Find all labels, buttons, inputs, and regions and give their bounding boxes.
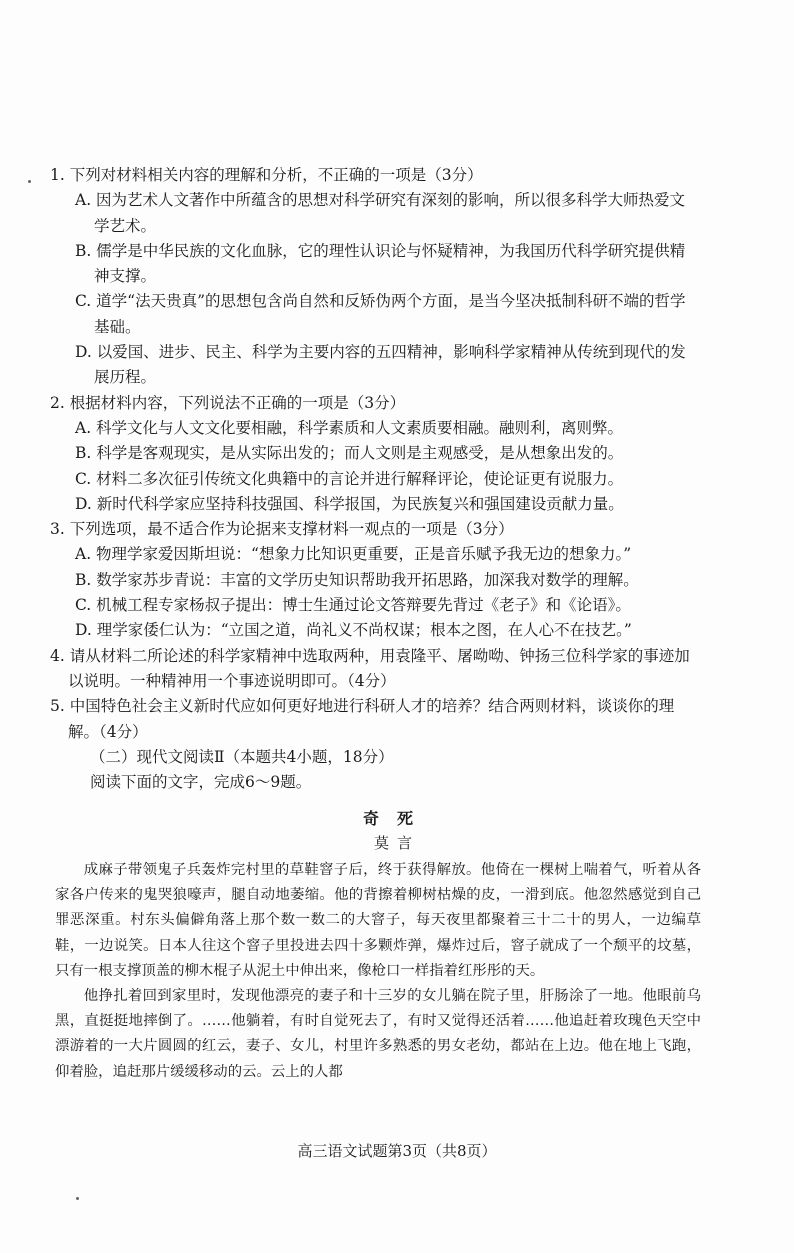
option-a: A. 因为艺术人文著作中所蕴含的思想对科学研究有深刻的影响，所以很多科学大师热爱文学艺术。: [75, 191, 686, 235]
question-stem: 4. 请从材料二所论述的科学家精神中选取两种，用袁隆平、屠呦呦、钟扬三位科学家的事迹加以说明。一种精神用一个事迹说明即可。（4分）: [50, 646, 690, 690]
scan-speck: [28, 180, 31, 183]
scan-speck: [76, 1197, 79, 1200]
story-paragraph: 成麻子带领鬼子兵轰炸完村里的草鞋窨子后，终于获得解放。他倚在一棵树上喘着气，听着从各家各户传来的鬼哭狼嚎声，腿自动地萎缩。他的背擦着柳树枯燥的皮，一滑到底。他忽然感觉到自己罪恶深重。村东头偏僻角落上那个数一数二的大窨子，每天夜里都聚着三十二十的男人，一边编草鞋，一边说笑。日本人往这个窨子里投进去四十多颗炸弹，爆炸过后，窨子就成了一个颓平的坟墓，只有一根支撑顶盖的柳木棍子从泥土中伸出来，像枪口一样指着红彤彤的天。: [55, 862, 701, 979]
option-b: B. 儒学是中华民族的文化血脉，它的理性认识论与怀疑精神，为我国历代科学研究提供精神支撑。: [75, 241, 686, 286]
question-stem: 1. 下列对材料相关内容的理解和分析，不正确的一项是（3分）: [50, 166, 483, 184]
story-title: 奇死: [362, 809, 431, 828]
option-c: C. 机械工程专家杨叔子提出：博士生通过论文答辩要先背过《老子》和《论语》。: [75, 596, 631, 615]
page-footer: 高三语文试题第3页（共8页）: [297, 1142, 497, 1160]
option-d: D. 新时代科学家应坚持科技强国、科学报国，为民族复兴和强国建设贡献力量。: [75, 494, 624, 513]
question-2: [50, 391, 700, 517]
story-body: [55, 858, 701, 1085]
question-1: [50, 163, 700, 391]
option-c: C. 道学“法天贵真”的思想包含尚自然和反矫伪两个方面，是当今坚决抵制科研不端的哲学基础。: [75, 292, 686, 336]
question-stem: 5. 中国特色社会主义新时代应如何更好地进行科研人才的培养？结合两则材料，谈谈你的理解。（4分）: [50, 697, 675, 741]
option-d: D. 以爱国、进步、民主、科学为主要内容的五四精神，影响科学家精神从传统到现代的发展历程。: [75, 343, 686, 387]
question-3: [50, 517, 700, 643]
section-heading: （二）现代文阅读Ⅱ（本题共4小题，18分）: [90, 747, 394, 766]
option-a: A. 物理学家爱因斯坦说：“想象力比知识更重要，正是音乐赋予我无边的想象力。”: [75, 545, 632, 564]
story-paragraph: 他挣扎着回到家里时，发现他漂亮的妻子和十三岁的女儿躺在院子里，肝肠涂了一地。他眼前乌黑，直挺挺地摔倒了。……他躺着，有时自觉死去了，有时又觉得还活着……他追赶着玫瑰色天空中漂游着的一大片圆圆的红云，妻子、女儿，村里许多熟悉的男女老幼，都站在上边。他在地上飞跑，仰着脸，追赶那片缓缓移动的云。云上的人都: [55, 988, 701, 1080]
question-5: [50, 694, 700, 745]
question-4: [50, 644, 700, 695]
question-list: [50, 163, 700, 795]
section-intro: 阅读下面的文字，完成6～9题。: [90, 773, 312, 792]
option-c: C. 材料二多次征引传统文化典籍中的言论并进行解释评论，使论证更有说服力。: [75, 469, 624, 488]
option-d: D. 理学家倭仁认为：“立国之道，尚礼义不尚权谋；根本之图，在人心不在技艺。”: [75, 621, 632, 640]
story-author: 莫言: [373, 834, 420, 852]
option-b: B. 数学家苏步青说：丰富的文学历史知识帮助我开拓思路，加深我对数学的理解。: [75, 570, 639, 589]
question-stem: 2. 根据材料内容，下列说法不正确的一项是（3分）: [50, 393, 406, 412]
question-stem: 3. 下列选项，最不适合作为论据来支撑材料一观点的一项是（3分）: [50, 520, 514, 539]
option-b: B. 科学是客观现实，是从实际出发的；而人文则是主观感受，是从想象出发的。: [75, 444, 624, 463]
option-a: A. 科学文化与人文文化要相融，科学素质和人文素质要相融。融则利，离则弊。: [75, 418, 624, 437]
